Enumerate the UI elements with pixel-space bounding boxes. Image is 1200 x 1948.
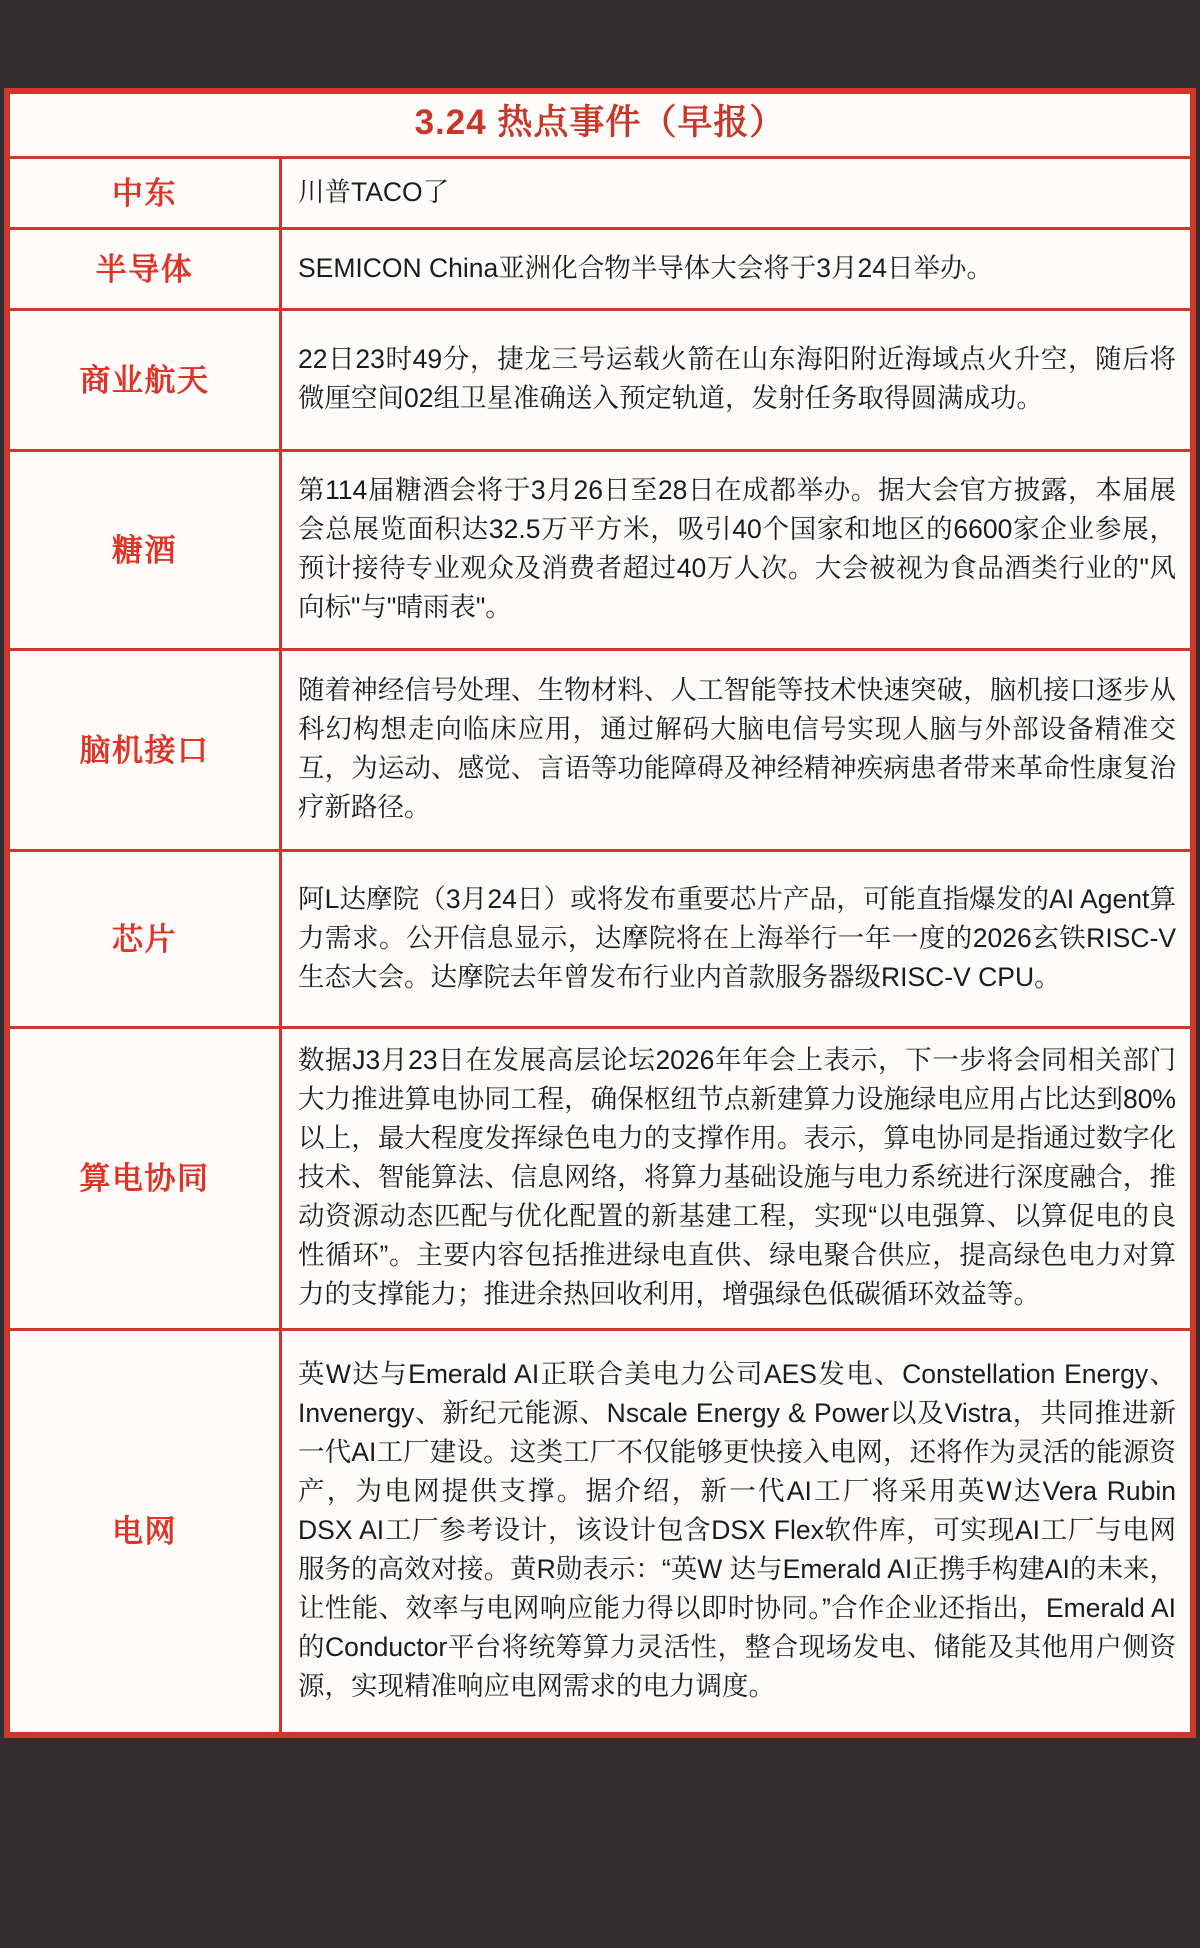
category-label: 中东 (112, 175, 177, 211)
category-label: 半导体 (95, 251, 194, 287)
table-row (9, 451, 1192, 650)
table-title-cell (9, 93, 1192, 158)
row-category-naojijiekou (9, 650, 281, 851)
table-row (9, 650, 1192, 851)
content-text: 22日23时49分，捷龙三号运载火箭在山东海阳附近海域点火升空，随后将微厘空间02组卫星准确送入预定轨道，发射任务取得圆满成功。 (298, 344, 1176, 414)
table-row (9, 1329, 1192, 1733)
row-category-dianwang (9, 1329, 281, 1733)
category-label: 芯片 (112, 921, 177, 957)
category-label: 脑机接口 (79, 732, 210, 768)
row-category-zhongdong (9, 158, 281, 229)
content-text: 随着神经信号处理、生物材料、人工智能等技术快速突破，脑机接口逐步从科幻构想走向临床应用，通过解码大脑电信号实现人脑与外部设备精准交互，为运动、感觉、言语等功能障碍及神经精神疾病患者带来革命性康复治疗新路径。 (298, 675, 1176, 823)
content-text: 川普TACO了 (298, 177, 450, 208)
page-title: 3.24 热点事件（早报） (414, 103, 786, 142)
row-content-bandaoti (281, 229, 1192, 310)
content-text: 数据J3月23日在发展高层论坛2026年年会上表示，下一步将会同相关部门大力推进算电协同工程，确保枢纽节点新建算力设施绿电应用占比达到80%以上，最大程度发挥绿色电力的支撑作用。表示，算电协同是指通过数字化技术、智能算法、信息网络，将算力基础设施与电力系统进行深度融合，推动资源动态匹配与优化配置的新基建工程，实现“以电强算、以算促电的良性循环”。主要内容包括推进绿电直供、绿电聚合供应，提高绿色电力对算力的支撑能力；推进余热回收利用，增强绿色低碳循环效益等。 (298, 1045, 1176, 1309)
hotspot-events-table-container (4, 88, 1196, 1738)
table-row (9, 851, 1192, 1028)
table-row (9, 229, 1192, 310)
hotspot-events-table (7, 91, 1193, 1735)
table-row (9, 1028, 1192, 1330)
row-content-dianwang (281, 1329, 1192, 1733)
content-text: 第114届糖酒会将于3月26日至28日在成都举办。据大会官方披露，本届展会总展览面积达32.5万平方米，吸引40个国家和地区的6600家企业参展，预计接待专业观众及消费者超过40万人次。大会被视为食品酒类行业的"风向标"与"晴雨表"。 (298, 475, 1176, 623)
row-category-shangyehangtian (9, 310, 281, 451)
table-title-row (9, 93, 1192, 158)
category-label: 商业航天 (79, 362, 210, 398)
row-category-suandianxietong (9, 1028, 281, 1330)
content-text: SEMICON China亚洲化合物半导体大会将于3月24日举办。 (298, 253, 993, 284)
row-content-naojijiekou (281, 650, 1192, 851)
row-category-tangjiu (9, 451, 281, 650)
category-label: 糖酒 (112, 532, 177, 568)
table-row (9, 158, 1192, 229)
category-label: 算电协同 (79, 1160, 210, 1196)
row-category-bandaoti (9, 229, 281, 310)
table-row (9, 310, 1192, 451)
content-text: 英W达与Emerald AI正联合美电力公司AES发电、Constellation Energy、Invenergy、新纪元能源、Nscale Energy & Power以及Vistra，共同推进新一代AI工厂建设。这类工厂不仅能够更快接入电网，还将作为灵活的能源资产，为电网提供支撑。据介绍，新一代AI工厂将采用英W达Vera Rubin DSX AI工厂参考设计，该设计包含DSX Flex软件库，可实现AI工厂与电网服务的高效对接。黄R勋表示：“英W 达与Emerald AI正携手构建AI的未来，让性能、效率与电网响应能力得以即时协同。”合作企业还指出，Emerald AI的Conductor平台将统筹算力灵活性，整合现场发电、储能及其他用户侧资源，实现精准响应电网需求的电力调度。 (298, 1359, 1176, 1701)
row-content-suandianxietong (281, 1028, 1192, 1330)
row-content-xinpian (281, 851, 1192, 1028)
content-text: 阿L达摩院（3月24日）或将发布重要芯片产品，可能直指爆发的AI Agent算力需求。公开信息显示，达摩院将在上海举行一年一度的2026玄铁RISC-V生态大会。达摩院去年曾发布行业内首款服务器级RISC-V CPU。 (298, 883, 1176, 992)
row-content-shangyehangtian (281, 310, 1192, 451)
category-label: 电网 (112, 1513, 177, 1549)
row-content-tangjiu (281, 451, 1192, 650)
row-content-zhongdong (281, 158, 1192, 229)
row-category-xinpian (9, 851, 281, 1028)
